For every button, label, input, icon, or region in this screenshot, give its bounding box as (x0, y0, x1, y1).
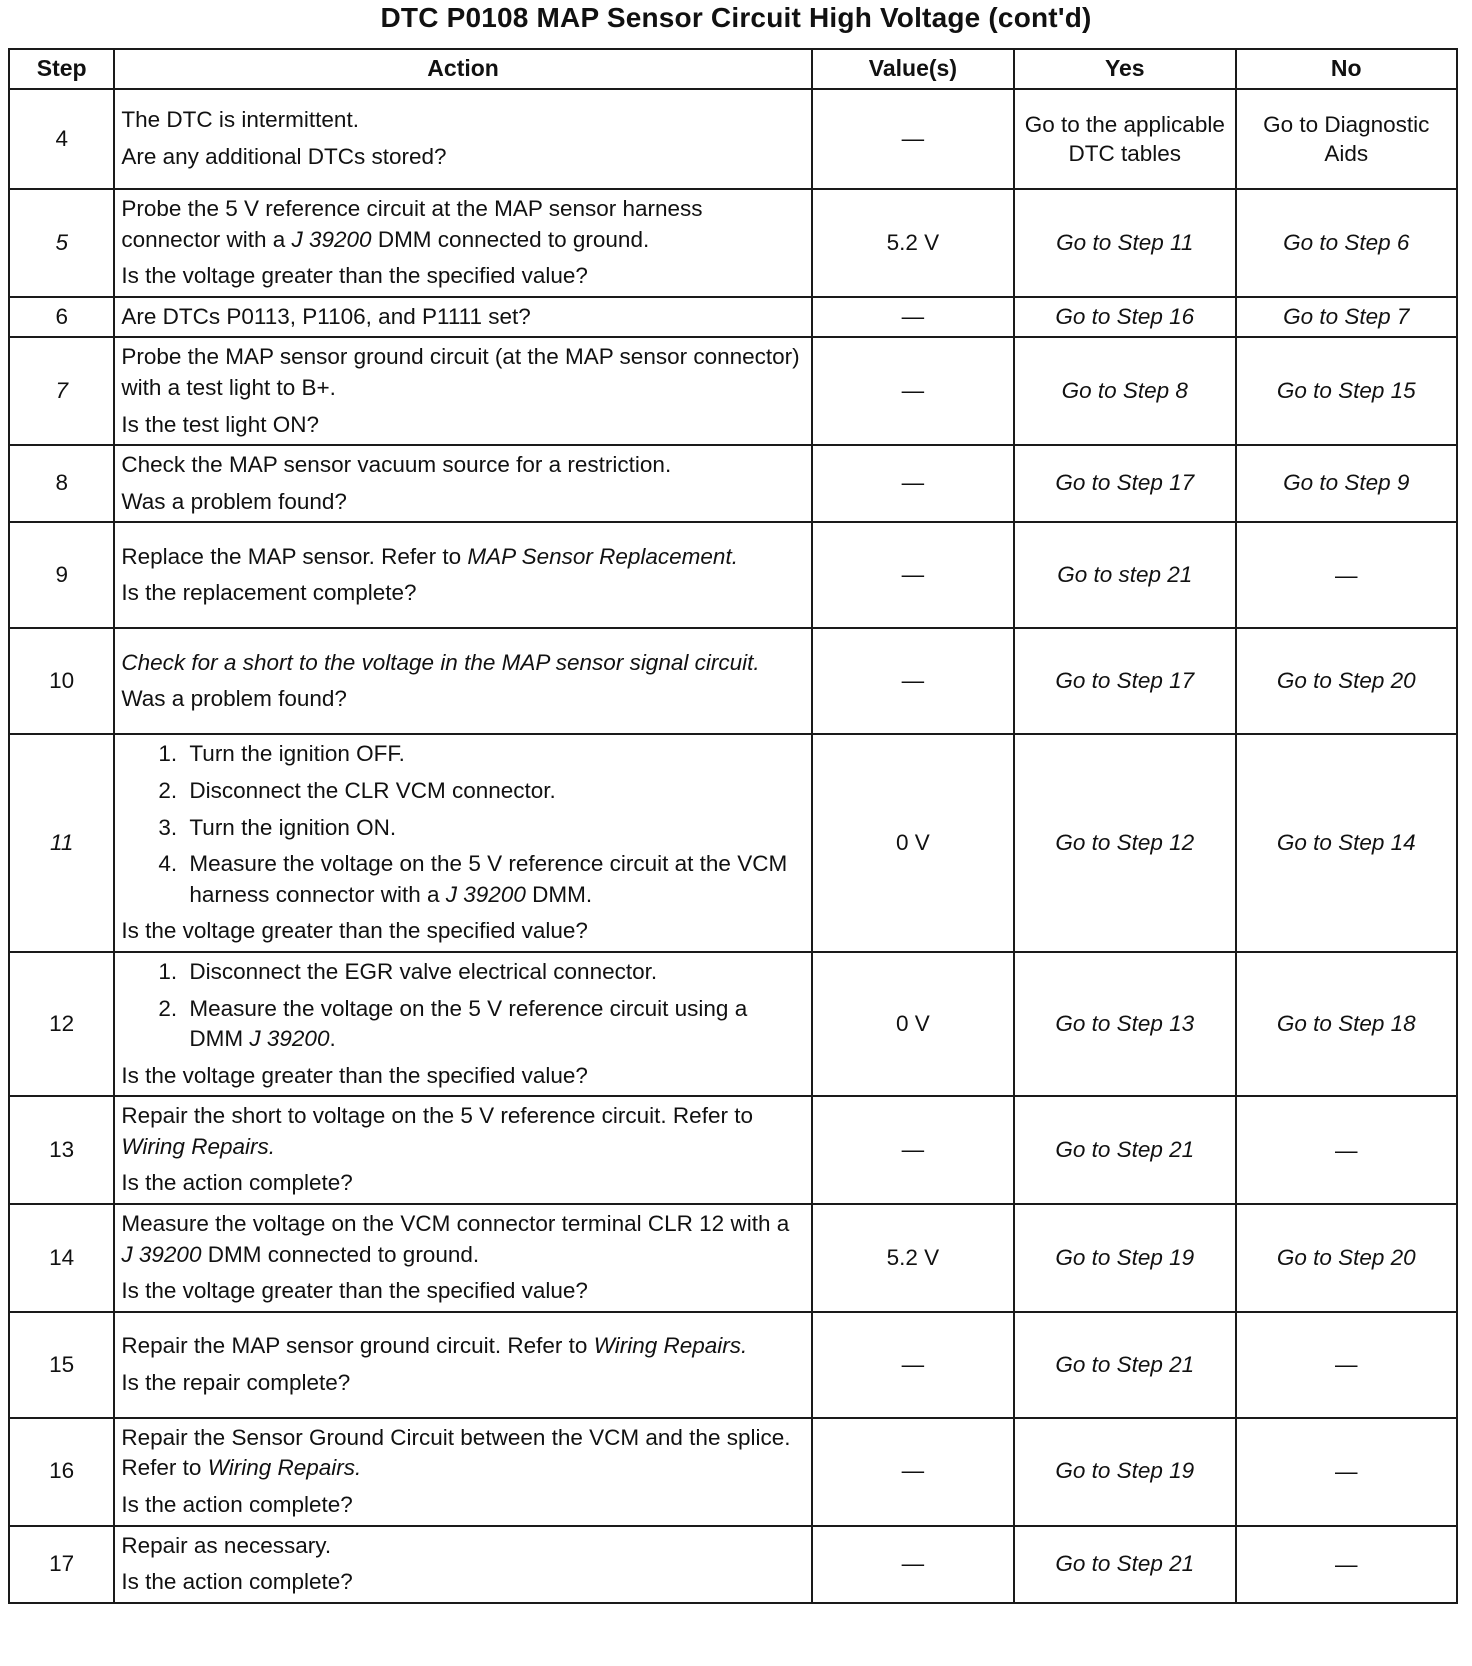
step-number: 4 (9, 89, 114, 189)
action-question: Is the repair complete? (121, 1369, 351, 1395)
action-cell (114, 1312, 811, 1418)
action-text: Check the MAP sensor vacuum source for a restriction. (121, 452, 672, 478)
header-row (9, 49, 1457, 89)
step-number: 17 (9, 1526, 114, 1603)
table-row (9, 1096, 1457, 1204)
yes-cell: Go to Step 19 (1014, 1204, 1235, 1312)
step-number: 9 (9, 522, 114, 628)
action-question: Is the voltage greater than the specified value? (121, 1062, 588, 1088)
action-text: Are DTCs P0113, P1106, and P1111 set? (121, 303, 531, 329)
no-cell: Go to Step 6 (1236, 189, 1458, 297)
yes-cell: Go to Step 21 (1014, 1312, 1235, 1418)
procedure-list (121, 739, 804, 910)
action-cell (114, 297, 811, 338)
yes-cell: Go to Step 8 (1014, 337, 1235, 445)
table-row (9, 522, 1457, 628)
action-text: Repair the short to voltage on the 5 V reference circuit. Refer to Wiring Repairs. (121, 1103, 753, 1159)
action-question: Is the test light ON? (121, 411, 319, 437)
value-cell: 5.2 V (812, 1204, 1014, 1312)
list-item: 3. Turn the ignition ON. (183, 813, 804, 844)
action-cell (114, 1526, 811, 1603)
value-cell: — (812, 445, 1014, 522)
table-row (9, 1418, 1457, 1526)
action-cell (114, 189, 811, 297)
action-question: Was a problem found? (121, 488, 347, 514)
page-title: DTC P0108 MAP Sensor Circuit High Voltage (cont'd) (380, 2, 1092, 33)
yes-cell: Go to the applicable DTC tables (1014, 89, 1235, 189)
value-cell: — (812, 337, 1014, 445)
yes-cell: Go to Step 21 (1014, 1096, 1235, 1204)
no-cell: — (1236, 1312, 1458, 1418)
no-cell: Go to Step 20 (1236, 1204, 1458, 1312)
no-cell: Go to Step 20 (1236, 628, 1458, 734)
no-cell: — (1236, 1418, 1458, 1526)
no-cell: — (1236, 1526, 1458, 1603)
value-cell: — (812, 297, 1014, 338)
yes-cell: Go to Step 11 (1014, 189, 1235, 297)
action-cell (114, 89, 811, 189)
table-row (9, 1312, 1457, 1418)
action-cell (114, 1418, 811, 1526)
action-cell (114, 952, 811, 1096)
action-text: Measure the voltage on the VCM connector terminal CLR 12 with a J 39200 DMM connected to ground. (121, 1211, 790, 1267)
yes-cell: Go to Step 12 (1014, 734, 1235, 952)
step-number: 7 (9, 337, 114, 445)
yes-cell: Go to Step 13 (1014, 952, 1235, 1096)
action-text: Probe the 5 V reference circuit at the MAP sensor harness connector with a J 39200 DMM connected to ground. (121, 196, 703, 252)
action-cell (114, 1096, 811, 1204)
value-cell: — (812, 628, 1014, 734)
action-cell (114, 1204, 811, 1312)
step-number: 12 (9, 952, 114, 1096)
diagnostic-table (8, 48, 1458, 1604)
action-text: Replace the MAP sensor. Refer to MAP Sensor Replacement. (121, 543, 738, 569)
yes-cell: Go to Step 17 (1014, 445, 1235, 522)
action-text: Repair the Sensor Ground Circuit between the VCM and the splice. Refer to Wiring Repairs. (121, 1424, 791, 1481)
action-text: The DTC is intermittent. (121, 107, 359, 133)
value-cell: — (812, 1418, 1014, 1526)
yes-cell: Go to step 21 (1014, 522, 1235, 628)
value-cell: — (812, 1312, 1014, 1418)
table-row (9, 1204, 1457, 1312)
action-question: Was a problem found? (121, 686, 347, 712)
procedure-list (121, 957, 804, 1055)
yes-cell: Go to Step 19 (1014, 1418, 1235, 1526)
action-text: Check for a short to the voltage in the MAP sensor signal circuit. (121, 649, 760, 675)
value-cell: 0 V (812, 734, 1014, 952)
action-question: Is the voltage greater than the specified value? (121, 1278, 588, 1304)
yes-cell: Go to Step 16 (1014, 297, 1235, 338)
action-question: Is the replacement complete? (121, 580, 417, 606)
header-values: Value(s) (812, 49, 1014, 89)
step-number: 8 (9, 445, 114, 522)
table-row (9, 734, 1457, 952)
step-number: 13 (9, 1096, 114, 1204)
list-item: 1. Disconnect the EGR valve electrical connector. (183, 957, 804, 988)
no-cell: — (1236, 522, 1458, 628)
action-question: Is the voltage greater than the specified value? (121, 918, 588, 944)
step-number: 6 (9, 297, 114, 338)
header-step: Step (9, 49, 114, 89)
action-question: Is the action complete? (121, 1492, 353, 1518)
value-cell: 5.2 V (812, 189, 1014, 297)
header-no: No (1236, 49, 1458, 89)
no-cell: Go to Step 9 (1236, 445, 1458, 522)
step-number: 15 (9, 1312, 114, 1418)
value-cell: — (812, 1096, 1014, 1204)
list-item: 1. Turn the ignition OFF. (183, 739, 804, 770)
action-cell (114, 522, 811, 628)
table-row (9, 1526, 1457, 1603)
step-number: 14 (9, 1204, 114, 1312)
table-row (9, 952, 1457, 1096)
no-cell: — (1236, 1096, 1458, 1204)
table-row (9, 445, 1457, 522)
step-number: 5 (9, 189, 114, 297)
table-row (9, 628, 1457, 734)
action-question: Is the voltage greater than the specified value? (121, 263, 588, 289)
table-row (9, 297, 1457, 338)
no-cell: Go to Step 14 (1236, 734, 1458, 952)
action-text: Probe the MAP sensor ground circuit (at the MAP sensor connector) with a test light to B+. (121, 344, 800, 400)
list-item: 2. Measure the voltage on the 5 V reference circuit using a DMM J 39200. (183, 994, 804, 1055)
no-cell: Go to Diagnostic Aids (1236, 89, 1458, 189)
value-cell: — (812, 89, 1014, 189)
action-cell (114, 337, 811, 445)
header-action: Action (114, 49, 811, 89)
table-row (9, 89, 1457, 189)
action-cell (114, 445, 811, 522)
step-number: 10 (9, 628, 114, 734)
action-text: Repair as necessary. (121, 1532, 332, 1558)
action-question: Is the action complete? (121, 1170, 353, 1196)
action-cell (114, 628, 811, 734)
list-item: 4. Measure the voltage on the 5 V reference circuit at the VCM harness connector with a J 39200 DMM. (183, 849, 804, 910)
table-row (9, 337, 1457, 445)
yes-cell: Go to Step 17 (1014, 628, 1235, 734)
step-number: 11 (9, 734, 114, 952)
action-question: Is the action complete? (121, 1569, 353, 1595)
header-yes: Yes (1014, 49, 1235, 89)
table-row (9, 189, 1457, 297)
value-cell: — (812, 522, 1014, 628)
no-cell: Go to Step 15 (1236, 337, 1458, 445)
value-cell: 0 V (812, 952, 1014, 1096)
no-cell: Go to Step 7 (1236, 297, 1458, 338)
action-text: Repair the MAP sensor ground circuit. Refer to Wiring Repairs. (121, 1333, 748, 1359)
step-number: 16 (9, 1418, 114, 1526)
action-question: Are any additional DTCs stored? (121, 144, 447, 169)
list-item: 2. Disconnect the CLR VCM connector. (183, 776, 804, 807)
value-cell: — (812, 1526, 1014, 1603)
yes-cell: Go to Step 21 (1014, 1526, 1235, 1603)
action-cell (114, 734, 811, 952)
no-cell: Go to Step 18 (1236, 952, 1458, 1096)
